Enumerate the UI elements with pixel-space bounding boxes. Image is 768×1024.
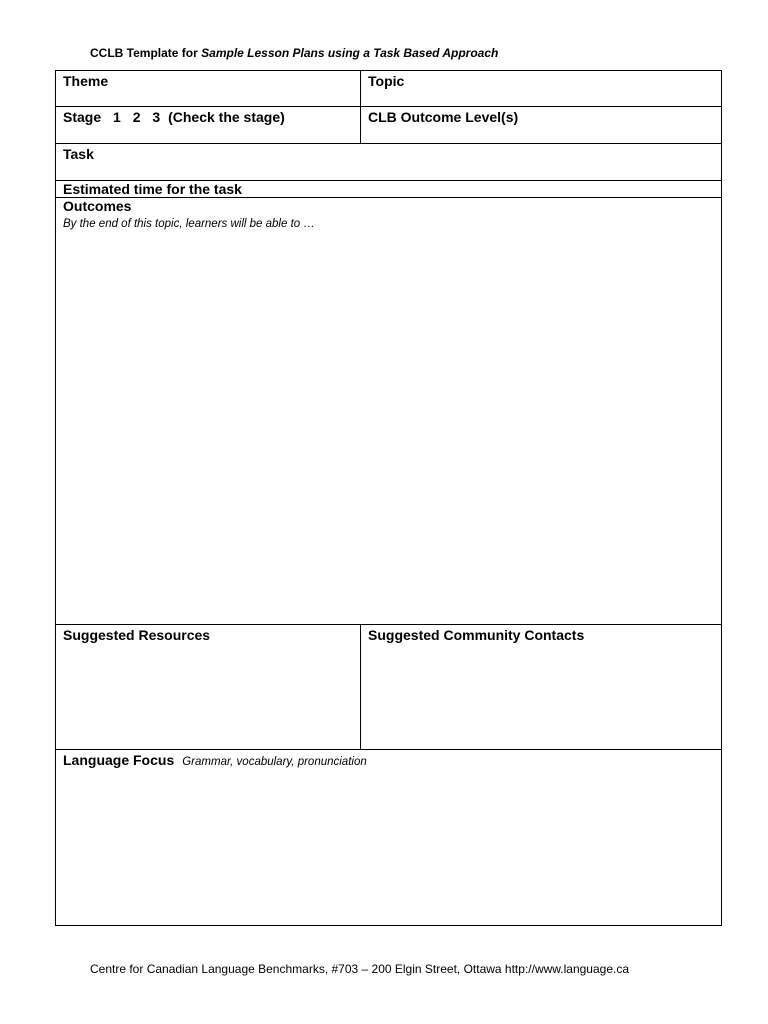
- language-focus-label: Language Focus: [63, 752, 175, 768]
- resources-label: Suggested Resources: [63, 627, 211, 643]
- stage-note: (Check the stage): [168, 109, 285, 125]
- outcomes-label: Outcomes: [63, 198, 132, 214]
- outcomes-row: [56, 198, 721, 625]
- task-cell[interactable]: [56, 144, 721, 180]
- stage-cell[interactable]: [56, 107, 361, 143]
- clb-outcome-cell[interactable]: [361, 107, 721, 143]
- stage-option-3[interactable]: 3: [152, 109, 161, 125]
- clb-outcome-label: CLB Outcome Level(s): [368, 109, 519, 125]
- contacts-cell[interactable]: [361, 625, 721, 749]
- contacts-label: Suggested Community Contacts: [368, 627, 585, 643]
- language-focus-row: [56, 750, 721, 925]
- resources-contacts-row: [56, 625, 721, 750]
- task-row: [56, 144, 721, 181]
- stage-option-1[interactable]: 1: [113, 109, 121, 125]
- topic-cell[interactable]: [361, 71, 721, 106]
- estimated-time-cell[interactable]: [56, 181, 721, 197]
- theme-cell[interactable]: [56, 71, 361, 106]
- stage-line: [63, 109, 285, 125]
- page-header: [90, 46, 498, 60]
- language-focus-cell[interactable]: [56, 750, 721, 925]
- outcomes-cell[interactable]: [56, 198, 721, 624]
- estimated-time-label: Estimated time for the task: [63, 181, 242, 197]
- stage-label: Stage: [63, 109, 102, 125]
- estimated-time-row: [56, 181, 721, 198]
- language-focus-note: Grammar, vocabulary, pronunciation: [182, 756, 367, 768]
- resources-cell[interactable]: [56, 625, 361, 749]
- task-label: Task: [63, 146, 94, 162]
- header-title: Sample Lesson Plans using a Task Based Approach: [201, 46, 499, 60]
- stage-clb-row: [56, 107, 721, 144]
- theme-label: Theme: [63, 73, 109, 89]
- outcomes-note: By the end of this topic, learners will be able to …: [63, 218, 315, 230]
- topic-label: Topic: [368, 73, 405, 89]
- stage-option-2[interactable]: 2: [132, 109, 141, 125]
- lesson-plan-form: [55, 70, 722, 926]
- theme-topic-row: [56, 71, 721, 107]
- header-prefix: CCLB Template for: [90, 46, 198, 60]
- page-footer: Centre for Canadian Language Benchmarks, #703 – 200 Elgin Street, Ottawa http://www.language.ca: [90, 962, 630, 976]
